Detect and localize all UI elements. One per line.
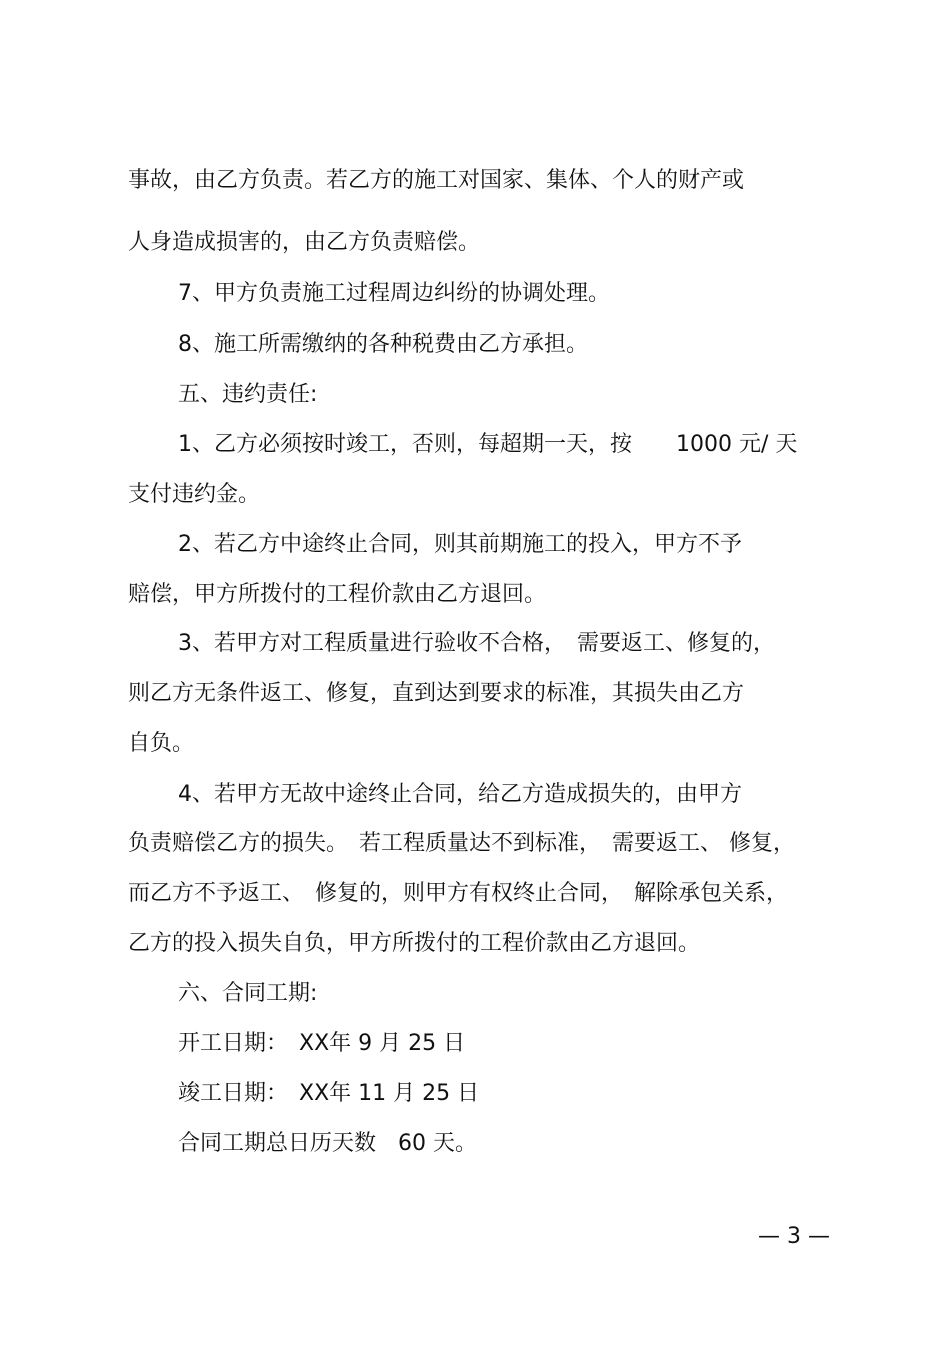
paragraph-line: 赔偿，甲方所拨付的工程价款由乙方退回。 [128,582,547,607]
start-date-line: 开工日期： XX年 9 月 25 日 [178,1031,466,1056]
paragraph-line: 则乙方无条件返工、修复，直到达到要求的标准，其损失由乙方 [128,681,745,706]
total-days-line: 合同工期总日历天数 60 天。 [178,1131,477,1156]
clause-8: 8、施工所需缴纳的各种税费由乙方承担。 [178,332,588,357]
breach-clause-4: 4、若甲方无故中途终止合同，给乙方造成损失的，由甲方 [178,782,742,807]
paragraph-line: 负责赔偿乙方的损失。 若工程质量达不到标准， 需要返工、 修复， [128,831,795,856]
clause-7: 7、甲方负责施工过程周边纠纷的协调处理。 [178,281,610,306]
paragraph-line: 人身造成损害的，由乙方负责赔偿。 [128,230,481,255]
section-heading-duration: 六、合同工期: [178,981,318,1006]
paragraph-line: 而乙方不予返工、 修复的，则甲方有权终止合同， 解除承包关系， [128,881,789,906]
breach-clause-2: 2、若乙方中途终止合同，则其前期施工的投入，甲方不予 [178,532,742,557]
paragraph-line: 自负。 [128,731,195,756]
completion-date-line: 竣工日期： XX年 11 月 25 日 [178,1081,480,1106]
breach-clause-1: 1、乙方必须按时竣工，否则，每超期一天，按 1000 元/ 天 [178,432,798,457]
page-number: — 3 — [758,1224,830,1249]
paragraph-line: 支付违约金。 [128,482,261,507]
paragraph-line: 事故，由乙方负责。若乙方的施工对国家、集体、个人的财产或 [128,168,745,193]
section-heading-breach: 五、违约责任: [178,382,318,407]
breach-clause-3: 3、若甲方对工程质量进行验收不合格， 需要返工、修复的， [178,631,775,656]
paragraph-line: 乙方的投入损失自负，甲方所拨付的工程价款由乙方退回。 [128,931,701,956]
